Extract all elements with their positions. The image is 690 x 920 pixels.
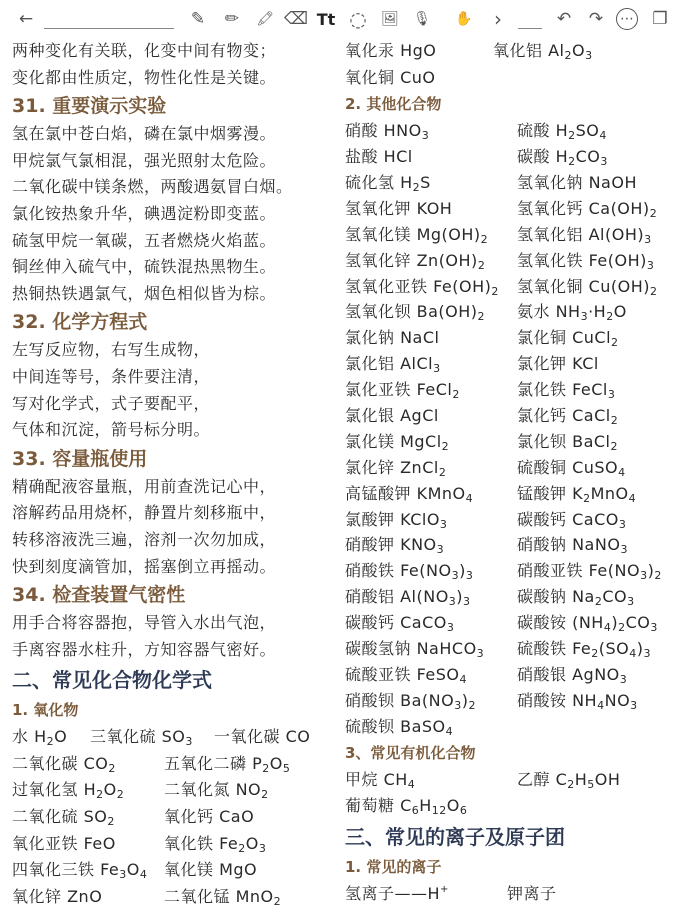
formula-row	[345, 507, 685, 533]
hand-icon[interactable]: ✋	[455, 11, 473, 27]
formula-entry: 氢氧化铝 $Al(OH)_3$	[517, 224, 652, 246]
formula-entry: 氢氧化镁 $Mg(OH)_2$	[345, 224, 489, 246]
formula-row	[345, 881, 685, 908]
formula-entry: 氧化镁 MgO	[164, 860, 258, 880]
formula-entry: 氢氧化亚铁 $Fe(OH)_2$	[345, 276, 499, 298]
left-column	[12, 38, 334, 910]
formula-entry: 氯化镁 MgCl$_2$	[345, 431, 450, 453]
text-line: 精确配液容量瓶，用前查洗记心中，	[12, 476, 277, 496]
pencil-icon[interactable]: ✏	[224, 9, 240, 29]
toolbar	[0, 0, 690, 38]
page-field[interactable]	[518, 28, 542, 29]
formula-row	[345, 714, 685, 740]
text-line: 硫氢甲烷一氧碳，五者燃烧火焰蓝。	[12, 230, 277, 250]
formula-entry: 碳酸铵 $(NH_4)_2CO_3$	[517, 613, 658, 635]
text-line: 写对化学式，式子要配平，	[12, 393, 211, 413]
formula-entry: 硝酸铵 $NH_4NO_3$	[517, 690, 638, 712]
formula-entry: 氨水 $NH_3\cdot H_2O$	[517, 302, 627, 324]
image-icon[interactable]: 🖼	[381, 11, 399, 27]
formula-entry: 二氧化氮 $NO_2$	[164, 780, 269, 802]
formula-entry: 乙醇 $C_2H_5OH$	[517, 769, 621, 791]
section-32-body	[12, 337, 334, 443]
section-32-title: 32. 化学方程式	[12, 311, 148, 334]
formula-row	[345, 196, 685, 222]
formula-entry: 氯化铁 FeCl$_3$	[517, 380, 616, 402]
formula-entry: 水 $H_2O$	[12, 727, 68, 749]
text-line: 两种变化有关联，化变中间有物变；	[12, 41, 277, 60]
formula-entry: 盐酸 HCl	[345, 147, 413, 167]
formula-entry: 氯化铜 CuCl$_2$	[517, 328, 619, 350]
ions-list	[345, 881, 685, 908]
formula-row	[12, 884, 334, 911]
formula-row	[345, 170, 685, 196]
formula-row	[345, 65, 685, 92]
formula-row	[345, 299, 685, 325]
text-line: 氢在氯中苍白焰，磷在氯中烟雾漫。	[12, 124, 277, 144]
text-line: 甲烷氯气氯相混，强光照射太危险。	[12, 150, 277, 170]
undo-icon[interactable]: ↶	[556, 9, 572, 29]
formula-entry: 硝酸钡 $Ba(NO_3)_2$	[345, 690, 476, 712]
formula-entry: 碳酸钠 $Na_2CO_3$	[517, 587, 635, 609]
formula-entry: 高锰酸钾 KMnO$_4$	[345, 483, 474, 505]
formula-row	[12, 777, 334, 804]
formula-row	[345, 793, 685, 820]
formula-entry: 碳酸钙 CaCO$_3$	[345, 613, 455, 635]
formula-entry: 氯酸钾 KClO$_3$	[345, 509, 448, 531]
formula-row	[345, 38, 685, 65]
formula-entry: 过氧化氢 $H_2O_2$	[12, 780, 125, 802]
formula-entry: 碳酸 $H_2CO_3$	[517, 147, 608, 169]
formula-entry: 氯化银 AgCl	[345, 405, 439, 425]
microphone-icon[interactable]: 🎙	[413, 11, 431, 27]
formula-entry: 碳酸钙 CaCO$_3$	[517, 509, 627, 531]
formula-entry: 氢氧化锌 $Zn(OH)_2$	[345, 250, 486, 272]
formula-entry: 氯化锌 ZnCl$_2$	[345, 457, 447, 479]
oxides-title: 1. 氧化物	[12, 701, 79, 720]
next-icon[interactable]: ›	[494, 7, 502, 31]
formula-row	[12, 857, 334, 884]
formula-row	[12, 831, 334, 858]
formula-entry: 氧化铝 $Al_2O_3$	[493, 41, 593, 62]
intro-block	[12, 38, 334, 91]
formula-entry: 硝酸钾 $KNO_3$	[345, 535, 445, 557]
formula-entry: 氯化亚铁 FeCl$_2$	[345, 380, 460, 402]
formula-entry: 硝酸钠 NaNO$_3$	[517, 535, 628, 557]
formula-entry: 二氧化硫 $SO_2$	[12, 807, 115, 829]
text-line: 氯化铵热象升华，碘遇淀粉即变蓝。	[12, 203, 277, 223]
other-compounds-list	[345, 118, 685, 739]
formula-entry: 氯化铝 AlCl$_3$	[345, 354, 441, 376]
formula-row	[345, 558, 685, 584]
oxides-continued-list	[345, 38, 685, 91]
formula-entry: 一氧化碳 CO	[214, 727, 311, 747]
section-31-title: 31. 重要演示实验	[12, 95, 167, 118]
formula-entry: 氢氧化钠 NaOH	[517, 172, 637, 192]
pen-icon[interactable]: ✎	[190, 9, 206, 29]
redo-icon[interactable]: ↷	[588, 9, 604, 29]
right-column	[345, 38, 685, 907]
formula-row	[345, 584, 685, 610]
text-line: 热铜热铁遇氯气，烟色相似皆为棕。	[12, 283, 277, 303]
formula-row	[345, 636, 685, 662]
organic-compounds-list	[345, 767, 685, 820]
formula-entry: 锰酸钾 $K_2MnO_4$	[517, 483, 637, 505]
formula-row	[345, 118, 685, 144]
formula-entry: 氯化钾 KCl	[517, 354, 599, 374]
oxides-list	[12, 724, 334, 910]
formula-row	[345, 767, 685, 794]
text-line: 用手合将容器抱，导管入水出气泡，	[12, 613, 277, 633]
formula-entry: 硫酸铜 CuSO$_4$	[517, 457, 626, 479]
formula-entry: 氢离子——H+	[345, 883, 449, 903]
more-icon[interactable]: ⋯	[616, 8, 638, 30]
pages-icon[interactable]: ❐	[652, 9, 668, 29]
text-line: 铜丝伸入硫气中，硫铁混热黑物生。	[12, 257, 277, 277]
text-line: 快到刻度滴管加，摇塞倒立再摇动。	[12, 556, 277, 576]
formula-entry: 五氧化二磷 $P_2O_5$	[164, 753, 291, 775]
formula-entry: 硫酸铁 $Fe_2(SO_4)_3$	[517, 639, 652, 660]
formula-entry: 四氧化三铁 $Fe_3O_4$	[12, 860, 148, 882]
lasso-icon[interactable]: ◌	[349, 7, 367, 31]
formula-entry: 氧化锌 ZnO	[12, 886, 103, 906]
text-line: 中间连等号，条件要注清，	[12, 366, 211, 386]
formula-row	[12, 804, 334, 831]
formula-entry: 硫酸 $H_2SO_4$	[517, 121, 607, 143]
formula-entry: 葡萄糖 $C_6H_{12}O_6$	[345, 796, 468, 818]
formula-entry: 硫化氢 $H_2S$	[345, 172, 431, 194]
text-line: 气体和沉淀，箭号标分明。	[12, 420, 211, 440]
formula-row	[345, 222, 685, 248]
formula-row	[12, 724, 334, 751]
formula-row	[345, 481, 685, 507]
formula-row	[345, 455, 685, 481]
formula-row	[345, 274, 685, 300]
formula-row	[345, 532, 685, 558]
part-2-title: 二、常见化合物化学式	[12, 668, 212, 693]
formula-row	[345, 325, 685, 351]
formula-row	[345, 351, 685, 377]
formula-entry: 硫酸亚铁 FeSO$_4$	[345, 664, 468, 686]
title-field[interactable]	[44, 28, 174, 29]
formula-row	[345, 377, 685, 403]
formula-row	[345, 662, 685, 688]
section-33-body	[12, 474, 334, 580]
text-line: 转移溶液洗三遍，溶剂一次勿加成，	[12, 529, 277, 549]
text-line: 手离容器水柱升，方知容器气密好。	[12, 639, 277, 659]
formula-entry: 硝酸铝 $Al(NO_3)_3$	[345, 587, 471, 609]
text-line: 溶解药品用烧杯，静置片刻移瓶中，	[12, 503, 277, 523]
formula-row	[345, 403, 685, 429]
formula-row	[345, 144, 685, 170]
formula-entry: 钾离子	[507, 883, 557, 903]
section-33-title: 33. 容量瓶使用	[12, 447, 148, 470]
formula-entry: 氢氧化铜 $Cu(OH)_2$	[517, 276, 658, 298]
formula-row	[345, 429, 685, 455]
formula-entry: 氧化汞 HgO	[345, 41, 437, 60]
text-line: 变化都由性质定，物性化性是关键。	[12, 67, 277, 87]
ions-title: 1. 常见的离子	[345, 857, 442, 876]
formula-entry: 氧化铁 $Fe_2O_3$	[164, 833, 267, 855]
formula-row	[12, 751, 334, 778]
formula-entry: 氧化铜 CuO	[345, 67, 436, 87]
formula-entry: 氢氧化钙 $Ca(OH)_2$	[517, 198, 658, 220]
formula-entry: 氯化钡 BaCl$_2$	[517, 431, 618, 453]
formula-entry: 碳酸氢钠 NaHCO$_3$	[345, 639, 485, 660]
formula-entry: 氯化钠 NaCl	[345, 328, 440, 348]
formula-row	[345, 610, 685, 636]
formula-entry: 氢氧化钾 KOH	[345, 198, 453, 218]
formula-entry: 硫酸钡 BaSO$_4$	[345, 716, 454, 738]
section-31-body	[12, 121, 334, 307]
text-tool-icon[interactable]: Tt	[316, 9, 336, 29]
formula-entry: 氢氧化钡 $Ba(OH)_2$	[345, 302, 485, 324]
formula-entry: 三氧化硫 $SO_3$	[90, 727, 193, 749]
organic-compounds-title: 3、常见有机化合物	[345, 743, 476, 762]
formula-entry: 氯化钙 CaCl$_2$	[517, 405, 619, 427]
formula-entry: 硝酸 $HNO_3$	[345, 121, 430, 143]
other-compounds-title: 2. 其他化合物	[345, 95, 442, 114]
formula-entry: 二氧化锰 MnO$_2$	[164, 886, 282, 908]
formula-entry: 氢氧化铁 $Fe(OH)_3$	[517, 250, 655, 272]
formula-row	[345, 688, 685, 714]
formula-entry: 硝酸亚铁 $Fe(NO_3)_2$	[517, 561, 662, 583]
text-line: 二氧化碳中镁条燃，两酸遇氨冒白烟。	[12, 177, 293, 197]
formula-entry: 氧化钙 CaO	[164, 807, 255, 827]
formula-entry: 氧化亚铁 FeO	[12, 833, 116, 853]
formula-entry: 甲烷 $CH_4$	[345, 769, 416, 791]
eraser-icon[interactable]: ⌫	[283, 9, 309, 29]
back-arrow-icon[interactable]: ←	[18, 9, 34, 29]
section-34-title: 34. 检查装置气密性	[12, 584, 186, 607]
formula-entry: 二氧化碳 $CO_2$	[12, 753, 116, 775]
highlighter-icon[interactable]: 🖍	[256, 11, 274, 27]
formula-entry: 硝酸银 AgNO$_3$	[517, 664, 628, 686]
section-34-body	[12, 610, 334, 663]
formula-entry: 硝酸铁 $Fe(NO_3)_3$	[345, 561, 474, 583]
formula-row	[345, 248, 685, 274]
text-line: 左写反应物，右写生成物，	[12, 340, 211, 360]
part-3-title: 三、常见的离子及原子团	[345, 824, 565, 849]
